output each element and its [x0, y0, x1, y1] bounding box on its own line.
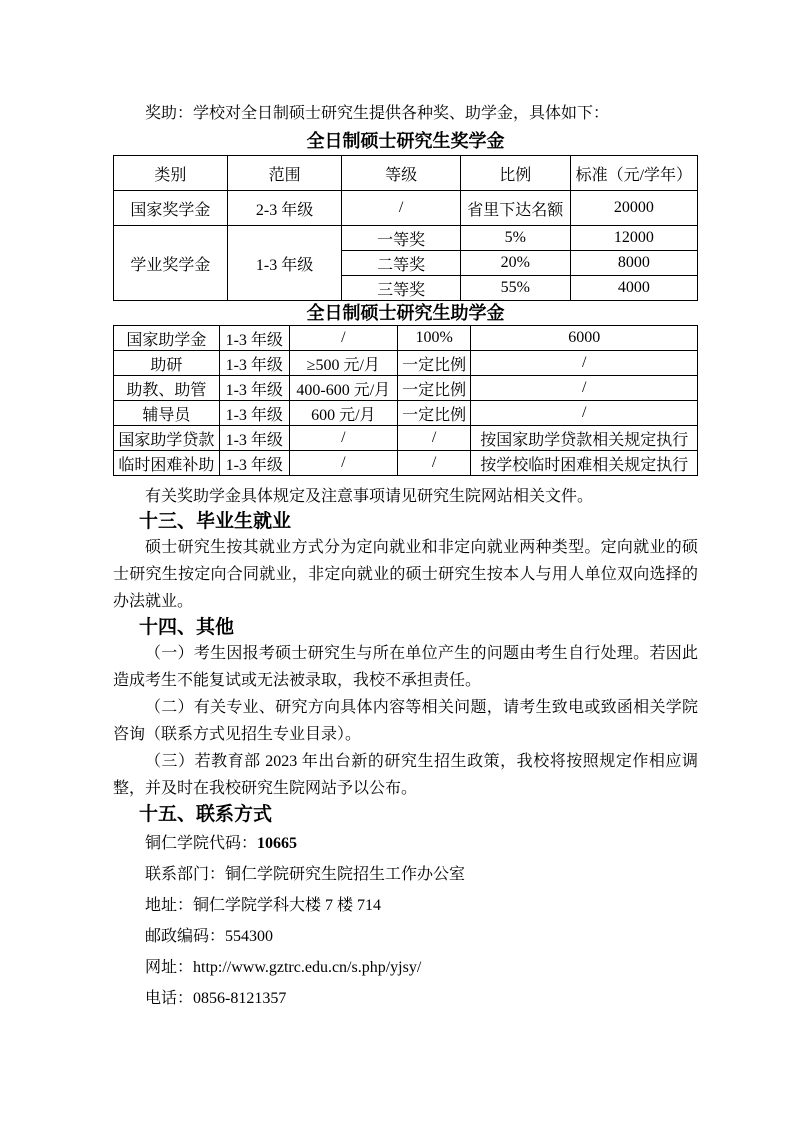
- contact-list: [113, 828, 698, 1014]
- cell-category: 国家助学贷款: [114, 426, 220, 451]
- contact-label: 电话：: [145, 990, 194, 1007]
- cell-grade: 三等奖: [342, 276, 461, 301]
- cell-standard: 6000: [471, 326, 698, 351]
- cell-grade: 600 元/月: [289, 401, 397, 426]
- table-row-academic-tier-1: [114, 226, 698, 251]
- cell-range: 1-3 年级: [219, 451, 289, 476]
- cell-standard: 4000: [570, 276, 697, 301]
- cell-grade: /: [342, 191, 461, 226]
- cell-ratio: 20%: [460, 251, 570, 276]
- cell-range-academic: 1-3 年级: [227, 226, 341, 301]
- scholarship-header-row: [114, 156, 698, 191]
- cell-range: 2-3 年级: [227, 191, 341, 226]
- grant-row-research-assistant: [114, 351, 698, 376]
- cell-range: 1-3 年级: [219, 326, 289, 351]
- cell-standard: 20000: [570, 191, 697, 226]
- cell-standard: 按国家助学贷款相关规定执行: [471, 426, 698, 451]
- cell-ratio: /: [397, 451, 471, 476]
- grant-row-student-loan: [114, 426, 698, 451]
- cell-standard: /: [471, 401, 698, 426]
- other-paragraph-2: （二）有关专业、研究方向具体内容等相关问题，请考生致电或致函相关学院咨询（联系方式见招生专业目录）。: [113, 699, 698, 743]
- contact-line-phone: [113, 983, 698, 1014]
- cell-category: 辅导员: [114, 401, 220, 426]
- cell-category: 国家奖学金: [114, 191, 228, 226]
- cell-ratio: 省里下达名额: [460, 191, 570, 226]
- contact-line-school-code: [113, 828, 698, 859]
- grant-row-hardship-subsidy: [114, 451, 698, 476]
- header-cell-range: 范围: [227, 156, 341, 191]
- cell-grade: /: [289, 326, 397, 351]
- cell-category: 助研: [114, 351, 220, 376]
- contact-value-url: http://www.gztrc.edu.cn/s.php/yjsy/: [193, 959, 422, 976]
- cell-ratio: 一定比例: [397, 401, 471, 426]
- contact-value: 10665: [257, 835, 298, 852]
- cell-grade: 400-600 元/月: [289, 376, 397, 401]
- cell-grade: ≥500 元/月: [289, 351, 397, 376]
- header-cell-standard: 标准（元/学年）: [570, 156, 697, 191]
- grant-table-title: 全日制硕士研究生助学金: [306, 303, 505, 323]
- cell-standard: /: [471, 351, 698, 376]
- cell-standard: 8000: [570, 251, 697, 276]
- cell-category: 临时困难补助: [114, 451, 220, 476]
- cell-range: 1-3 年级: [219, 376, 289, 401]
- contact-value: 铜仁学院学科大楼 7 楼 714: [193, 897, 382, 914]
- contact-value: 554300: [225, 928, 274, 945]
- header-cell-ratio: 比例: [460, 156, 570, 191]
- cell-range: 1-3 年级: [219, 401, 289, 426]
- grant-table: [113, 325, 698, 476]
- cell-ratio: 100%: [397, 326, 471, 351]
- table-row-national-scholarship: [114, 191, 698, 226]
- intro-paragraph: 奖助：学校对全日制硕士研究生提供各种奖、助学金，具体如下：: [145, 105, 610, 122]
- cell-standard: 12000: [570, 226, 697, 251]
- cell-grade: /: [289, 426, 397, 451]
- contact-line-address: [113, 890, 698, 921]
- employment-paragraph: 硕士研究生按其就业方式分为定向就业和非定向就业两种类型。定向就业的硕士研究生按定向合同就业，非定向就业的硕士研究生按本人与用人单位双向选择的办法就业。: [113, 539, 698, 610]
- cell-ratio: 55%: [460, 276, 570, 301]
- other-paragraph-1: （一）考生因报考硕士研究生与所在单位产生的问题由考生自行处理。若因此造成考生不能复试或无法被录取，我校不承担责任。: [113, 645, 698, 689]
- cell-ratio: 一定比例: [397, 376, 471, 401]
- header-cell-grade: 等级: [342, 156, 461, 191]
- contact-label: 地址：: [145, 897, 194, 914]
- contact-label: 铜仁学院代码：: [145, 835, 258, 852]
- cell-standard: 按学校临时困难相关规定执行: [471, 451, 698, 476]
- contact-label: 邮政编码：: [145, 928, 226, 945]
- grant-row-teaching-assistant: [114, 376, 698, 401]
- cell-category: 助教、助管: [114, 376, 220, 401]
- cell-ratio: /: [397, 426, 471, 451]
- section-heading-other: 十四、其他: [139, 617, 235, 638]
- cell-category: 国家助学金: [114, 326, 220, 351]
- cell-category-academic: 学业奖学金: [114, 226, 228, 301]
- cell-range: 1-3 年级: [219, 426, 289, 451]
- scholarship-table-title: 全日制硕士研究生奖学金: [306, 131, 505, 151]
- contact-value: 铜仁学院研究生院招生工作办公室: [225, 866, 466, 883]
- cell-ratio: 一定比例: [397, 351, 471, 376]
- section-heading-employment: 十三、毕业生就业: [139, 511, 292, 532]
- contact-value: 0856-8121357: [193, 990, 287, 1007]
- cell-ratio: 5%: [460, 226, 570, 251]
- other-paragraph-3: （三）若教育部 2023 年出台新的研究生招生政策，我校将按照规定作相应调整，并及时在我校研究生院网站予以公布。: [113, 753, 698, 797]
- scholarship-table: [113, 155, 698, 301]
- cell-grade: 一等奖: [342, 226, 461, 251]
- grant-row-national: [114, 326, 698, 351]
- cell-range: 1-3 年级: [219, 351, 289, 376]
- cell-grade: /: [289, 451, 397, 476]
- contact-line-postal-code: [113, 921, 698, 952]
- contact-line-website: [113, 952, 698, 983]
- grant-row-counselor: [114, 401, 698, 426]
- cell-standard: /: [471, 376, 698, 401]
- header-cell-category: 类别: [114, 156, 228, 191]
- contact-label: 网址：: [145, 959, 194, 976]
- note-paragraph: 有关奖助学金具体规定及注意事项请见研究生院网站相关文件。: [145, 488, 594, 505]
- section-heading-contact: 十五、联系方式: [139, 804, 273, 825]
- cell-grade: 二等奖: [342, 251, 461, 276]
- contact-label: 联系部门：: [145, 866, 226, 883]
- contact-line-department: [113, 859, 698, 890]
